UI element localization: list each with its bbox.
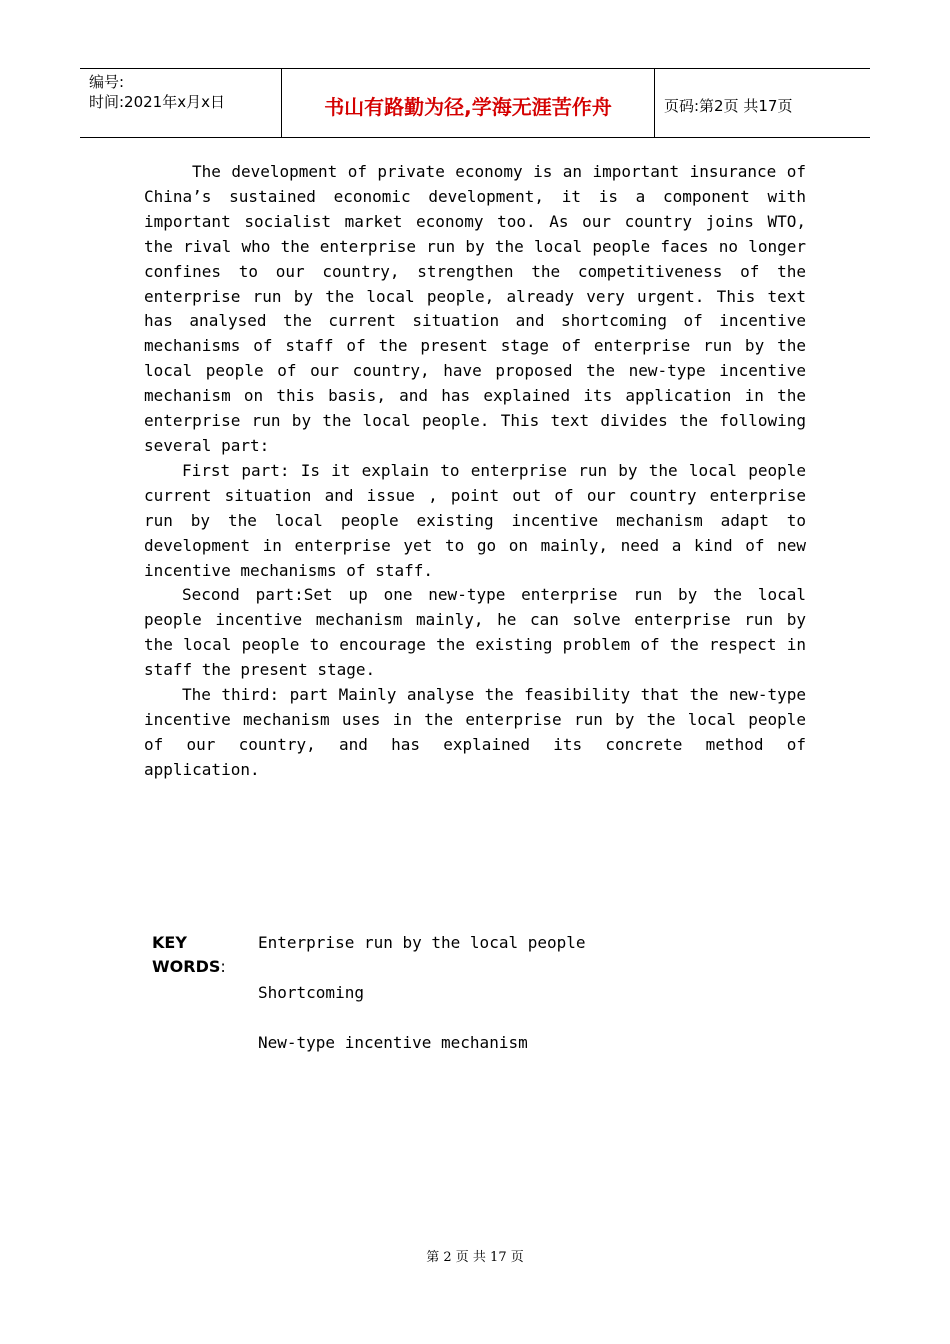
abstract-paragraph: The development of private economy is an important insurance of China’s sustained economic development, it is a component with important socialist market economy too. As our country joins WTO, the rival who the enterprise run by the local people faces no longer confines to our country, strengthen the competitiveness of the enterprise run by the local people, already very urgent. This text has analysed the current situation and shortcoming of incentive mechanisms of staff of the present stage of enterprise run by the local people of our country, have proposed the new-type incentive mechanism on this basis, and has explained its application in the enterprise run by the local people. This text divides the following several part: xyxy=(144,162,806,455)
keywords-row xyxy=(152,931,586,981)
abstract-paragraph: First part: Is it explain to enterprise run by the local people current situation and issue , point out of our country enterprise run by the local people existing incentive mechanism adapt to development in enterprise yet to go on mainly, need a kind of new incentive mechanisms of staff. xyxy=(144,460,806,580)
header-motto: 书山有路勤为径,学海无涯苦作舟 xyxy=(281,69,655,137)
keywords-spacer xyxy=(152,981,258,1031)
page-header xyxy=(80,68,870,138)
header-meta xyxy=(80,69,281,137)
keywords-label xyxy=(152,931,258,981)
document-time: 时间:2021年x月x日 xyxy=(89,93,225,111)
keywords-row xyxy=(152,1031,586,1081)
abstract-body xyxy=(144,160,806,783)
abstract-paragraph: The third: part Mainly analyse the feasibility that the new-type incentive mechanism uses in the enterprise run by the local people of our country, and has explained its concrete method of application. xyxy=(144,685,806,779)
keyword-item: Shortcoming xyxy=(258,983,364,1002)
keywords-row xyxy=(152,981,586,1031)
page-footer: 第 2 页 共 17 页 xyxy=(426,1250,524,1265)
document-number-label: 编号: xyxy=(89,73,125,91)
keywords-colon: : xyxy=(220,957,226,976)
keywords-section xyxy=(152,931,586,1081)
abstract-paragraph: Second part:Set up one new-type enterprise run by the local people incentive mechanism mainly, he can solve enterprise run by the local people to encourage the existing problem of the respect in staff the present stage. xyxy=(144,585,806,680)
keyword-item: New-type incentive mechanism xyxy=(258,1033,528,1052)
keyword-item: Enterprise run by the local people xyxy=(258,933,586,952)
keywords-label-text: KEY WORDS xyxy=(152,933,221,976)
keywords-spacer xyxy=(152,1031,258,1081)
header-page-info: 页码:第2页 共17页 xyxy=(664,96,793,115)
